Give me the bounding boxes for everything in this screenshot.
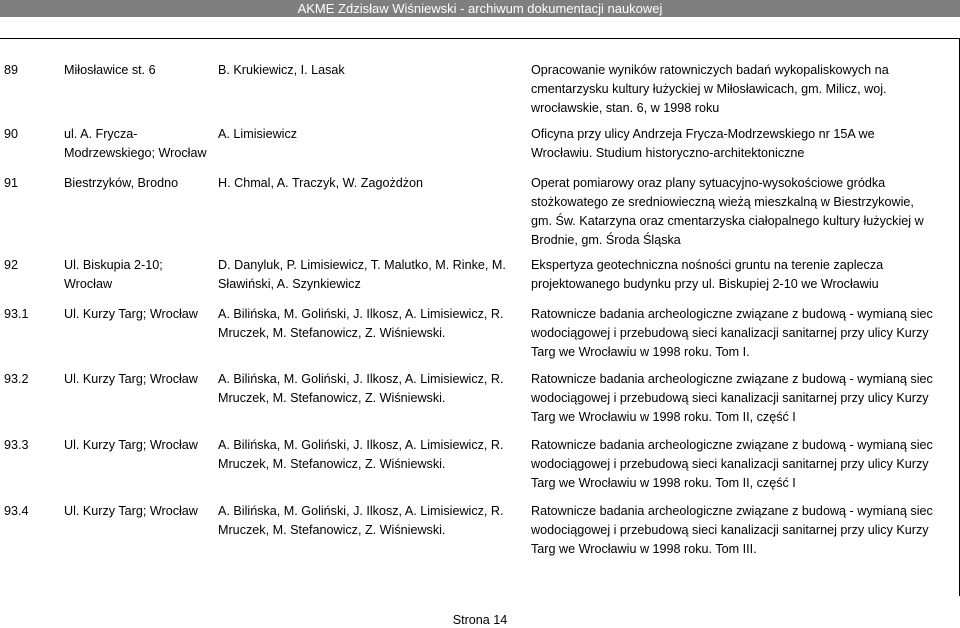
record-place: ul. A. Frycza- Modrzewskiego; Wrocław [64, 127, 207, 160]
record-authors: B. Krukiewicz, I. Lasak [218, 63, 345, 77]
record-authors: A. Bilińska, M. Goliński, J. Ilkosz, A. Limisiewicz, R. Mruczek, M. Stefanowicz, Z. Wiśniewski. [218, 438, 504, 471]
record-authors: H. Chmal, A. Traczyk, W. Zagożdżon [218, 176, 424, 190]
record-place: Ul. Kurzy Targ; Wrocław [64, 438, 198, 452]
record-number: 89 [4, 63, 19, 77]
record-number: 93.4 [4, 504, 29, 518]
record-authors: A. Bilińska, M. Goliński, J. Ilkosz, A. Limisiewicz, R. Mruczek, M. Stefanowicz, Z. Wiśniewski. [218, 372, 504, 405]
record-place: Ul. Kurzy Targ; Wrocław [64, 504, 198, 518]
record-place: Ul. Biskupia 2-10; Wrocław [64, 258, 163, 291]
record-title: Opracowanie wyników ratowniczych badań wykopaliskowych na cmentarzysku kultury łużyckiej w Miłosławicach, gm. Milicz, woj. wrocławskie, stan. 6, w 1998 roku [531, 63, 889, 115]
record-title: Ratownicze badania archeologiczne związane z budową - wymianą siec wodociągowej i przebudową sieci kanalizacji sanitarnej przy ulicy Kurzy Targ we Wrocławiu w 1998 roku. Tom III. [531, 504, 933, 556]
record-number: 93.2 [4, 372, 29, 386]
document-page [0, 38, 960, 596]
record-authors: A. Limisiewicz [218, 127, 298, 141]
record-number: 91 [4, 176, 19, 190]
record-title: Operat pomiarowy oraz plany sytuacyjno-wysokościowe gródka stożkowatego ze sredniowieczną wieżą mieszkalną w Biestrzykowie, gm. Św. Katarzyna oraz cmentarzyska ciałopalnego kultury łużyckiej w Brodnie, gm. Środa Śląska [531, 176, 924, 247]
record-place: Miłosławice st. 6 [64, 63, 156, 77]
archive-header: AKME Zdzisław Wiśniewski - archiwum dokumentacji naukowej [0, 0, 960, 17]
record-authors: D. Danyluk, P. Limisiewicz, T. Malutko, M. Rinke, M. Sławiński, A. Szynkiewicz [218, 258, 506, 291]
record-number: 92 [4, 258, 19, 272]
record-place: Ul. Kurzy Targ; Wrocław [64, 372, 198, 386]
record-authors: A. Bilińska, M. Goliński, J. Ilkosz, A. Limisiewicz, R. Mruczek, M. Stefanowicz, Z. Wiśniewski. [218, 504, 504, 537]
record-title: Ratownicze badania archeologiczne związane z budową - wymianą siec wodociągowej i przebudową sieci kanalizacji sanitarnej przy ulicy Kurzy Targ we Wrocławiu w 1998 roku. Tom II, część I [531, 372, 933, 424]
record-title: Ratownicze badania archeologiczne związane z budową - wymianą siec wodociągowej i przebudową sieci kanalizacji sanitarnej przy ulicy Kurzy Targ we Wrocławiu w 1998 roku. Tom I. [531, 307, 933, 359]
record-title: Ekspertyza geotechniczna nośności gruntu na terenie zaplecza projektowanego budynku przy ul. Biskupiej 2-10 we Wrocławiu [531, 258, 884, 291]
record-authors: A. Bilińska, M. Goliński, J. Ilkosz, A. Limisiewicz, R. Mruczek, M. Stefanowicz, Z. Wiśniewski. [218, 307, 504, 340]
record-title: Ratownicze badania archeologiczne związane z budową - wymianą siec wodociągowej i przebudową sieci kanalizacji sanitarnej przy ulicy Kurzy Targ we Wrocławiu w 1998 roku. Tom II, część I [531, 438, 933, 490]
record-number: 93.1 [4, 307, 29, 321]
record-number: 90 [4, 127, 19, 141]
record-place: Ul. Kurzy Targ; Wrocław [64, 307, 198, 321]
record-place: Biestrzyków, Brodno [64, 176, 179, 190]
record-title: Oficyna przy ulicy Andrzeja Frycza-Modrzewskiego nr 15A we Wrocławiu. Studium historyczno-architektoniczne [531, 127, 875, 160]
page-number: Strona 14 [452, 613, 508, 627]
record-number: 93.3 [4, 438, 29, 452]
